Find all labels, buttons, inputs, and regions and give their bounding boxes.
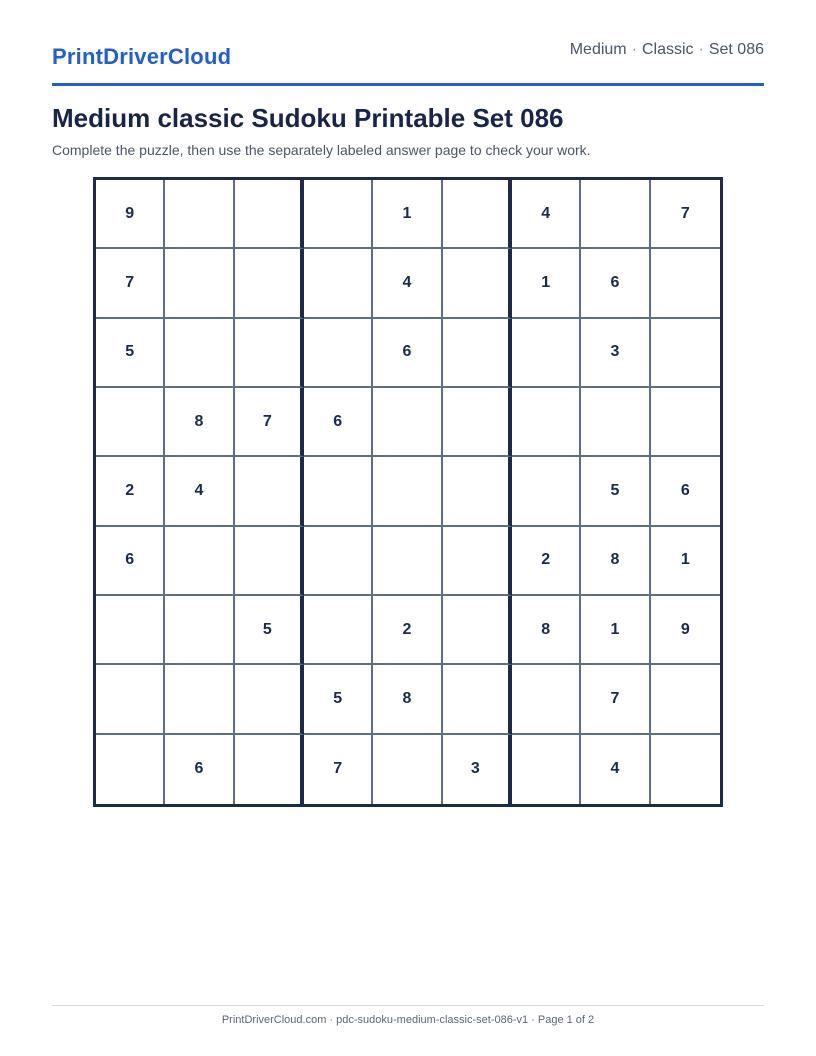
given-cell: 2 [96, 457, 165, 526]
empty-cell[interactable] [512, 735, 581, 804]
given-cell: 1 [651, 527, 720, 596]
empty-cell[interactable] [165, 665, 234, 734]
empty-cell[interactable] [581, 388, 650, 457]
empty-cell[interactable] [304, 527, 373, 596]
empty-cell[interactable] [651, 665, 720, 734]
empty-cell[interactable] [304, 457, 373, 526]
given-cell: 8 [373, 665, 442, 734]
given-cell: 8 [581, 527, 650, 596]
given-cell: 4 [512, 180, 581, 249]
empty-cell[interactable] [96, 596, 165, 665]
given-cell: 7 [96, 249, 165, 318]
empty-cell[interactable] [235, 527, 304, 596]
empty-cell[interactable] [165, 180, 234, 249]
given-cell: 9 [96, 180, 165, 249]
page-footer: PrintDriverCloud.com · pdc-sudoku-medium-classic-set-086-v1 · Page 1 of 2 [221, 1014, 595, 1026]
empty-cell[interactable] [165, 527, 234, 596]
given-cell: 4 [165, 457, 234, 526]
empty-cell[interactable] [443, 665, 512, 734]
empty-cell[interactable] [651, 249, 720, 318]
given-cell: 5 [581, 457, 650, 526]
given-cell: 2 [373, 596, 442, 665]
given-cell: 7 [651, 180, 720, 249]
empty-cell[interactable] [165, 596, 234, 665]
empty-cell[interactable] [304, 180, 373, 249]
empty-cell[interactable] [581, 180, 650, 249]
given-cell: 7 [581, 665, 650, 734]
empty-cell[interactable] [443, 527, 512, 596]
empty-cell[interactable] [373, 527, 442, 596]
empty-cell[interactable] [165, 249, 234, 318]
given-cell: 7 [304, 735, 373, 804]
empty-cell[interactable] [443, 457, 512, 526]
given-cell: 5 [304, 665, 373, 734]
empty-cell[interactable] [235, 249, 304, 318]
empty-cell[interactable] [235, 457, 304, 526]
set-label: Set 086 [708, 41, 764, 58]
empty-cell[interactable] [235, 319, 304, 388]
empty-cell[interactable] [651, 319, 720, 388]
empty-cell[interactable] [373, 457, 442, 526]
given-cell: 3 [581, 319, 650, 388]
sudoku-grid [93, 177, 723, 807]
page-header [52, 0, 764, 86]
given-cell: 7 [235, 388, 304, 457]
empty-cell[interactable] [512, 388, 581, 457]
empty-cell[interactable] [96, 388, 165, 457]
page-title: Medium classic Sudoku Printable Set 086 [52, 103, 564, 133]
given-cell: 5 [96, 319, 165, 388]
given-cell: 2 [512, 527, 581, 596]
empty-cell[interactable] [443, 388, 512, 457]
empty-cell[interactable] [373, 388, 442, 457]
empty-cell[interactable] [373, 735, 442, 804]
given-cell: 6 [165, 735, 234, 804]
empty-cell[interactable] [443, 319, 512, 388]
empty-cell[interactable] [304, 596, 373, 665]
given-cell: 6 [373, 319, 442, 388]
given-cell: 1 [373, 180, 442, 249]
given-cell: 6 [96, 527, 165, 596]
empty-cell[interactable] [96, 735, 165, 804]
given-cell: 8 [512, 596, 581, 665]
brand-logo[interactable]: PrintDriverCloud [52, 44, 232, 69]
meta-separator: · [631, 41, 637, 58]
empty-cell[interactable] [651, 735, 720, 804]
given-cell: 1 [512, 249, 581, 318]
empty-cell[interactable] [443, 249, 512, 318]
given-cell: 8 [165, 388, 234, 457]
empty-cell[interactable] [443, 180, 512, 249]
difficulty-label: Medium [569, 41, 627, 58]
meta-separator: · [698, 41, 704, 58]
given-cell: 9 [651, 596, 720, 665]
given-cell: 6 [581, 249, 650, 318]
given-cell: 3 [443, 735, 512, 804]
page-subtitle: Complete the puzzle, then use the separately labeled answer page to check your work. [52, 142, 591, 158]
empty-cell[interactable] [651, 388, 720, 457]
empty-cell[interactable] [235, 665, 304, 734]
empty-cell[interactable] [304, 249, 373, 318]
puzzle-meta [570, 41, 764, 59]
empty-cell[interactable] [165, 319, 234, 388]
given-cell: 6 [651, 457, 720, 526]
given-cell: 5 [235, 596, 304, 665]
empty-cell[interactable] [235, 180, 304, 249]
footer-divider [52, 1005, 764, 1006]
given-cell: 4 [581, 735, 650, 804]
empty-cell[interactable] [443, 596, 512, 665]
given-cell: 1 [581, 596, 650, 665]
empty-cell[interactable] [512, 457, 581, 526]
variant-label: Classic [641, 41, 694, 58]
empty-cell[interactable] [235, 735, 304, 804]
given-cell: 6 [304, 388, 373, 457]
empty-cell[interactable] [512, 665, 581, 734]
empty-cell[interactable] [512, 319, 581, 388]
empty-cell[interactable] [96, 665, 165, 734]
empty-cell[interactable] [304, 319, 373, 388]
given-cell: 4 [373, 249, 442, 318]
